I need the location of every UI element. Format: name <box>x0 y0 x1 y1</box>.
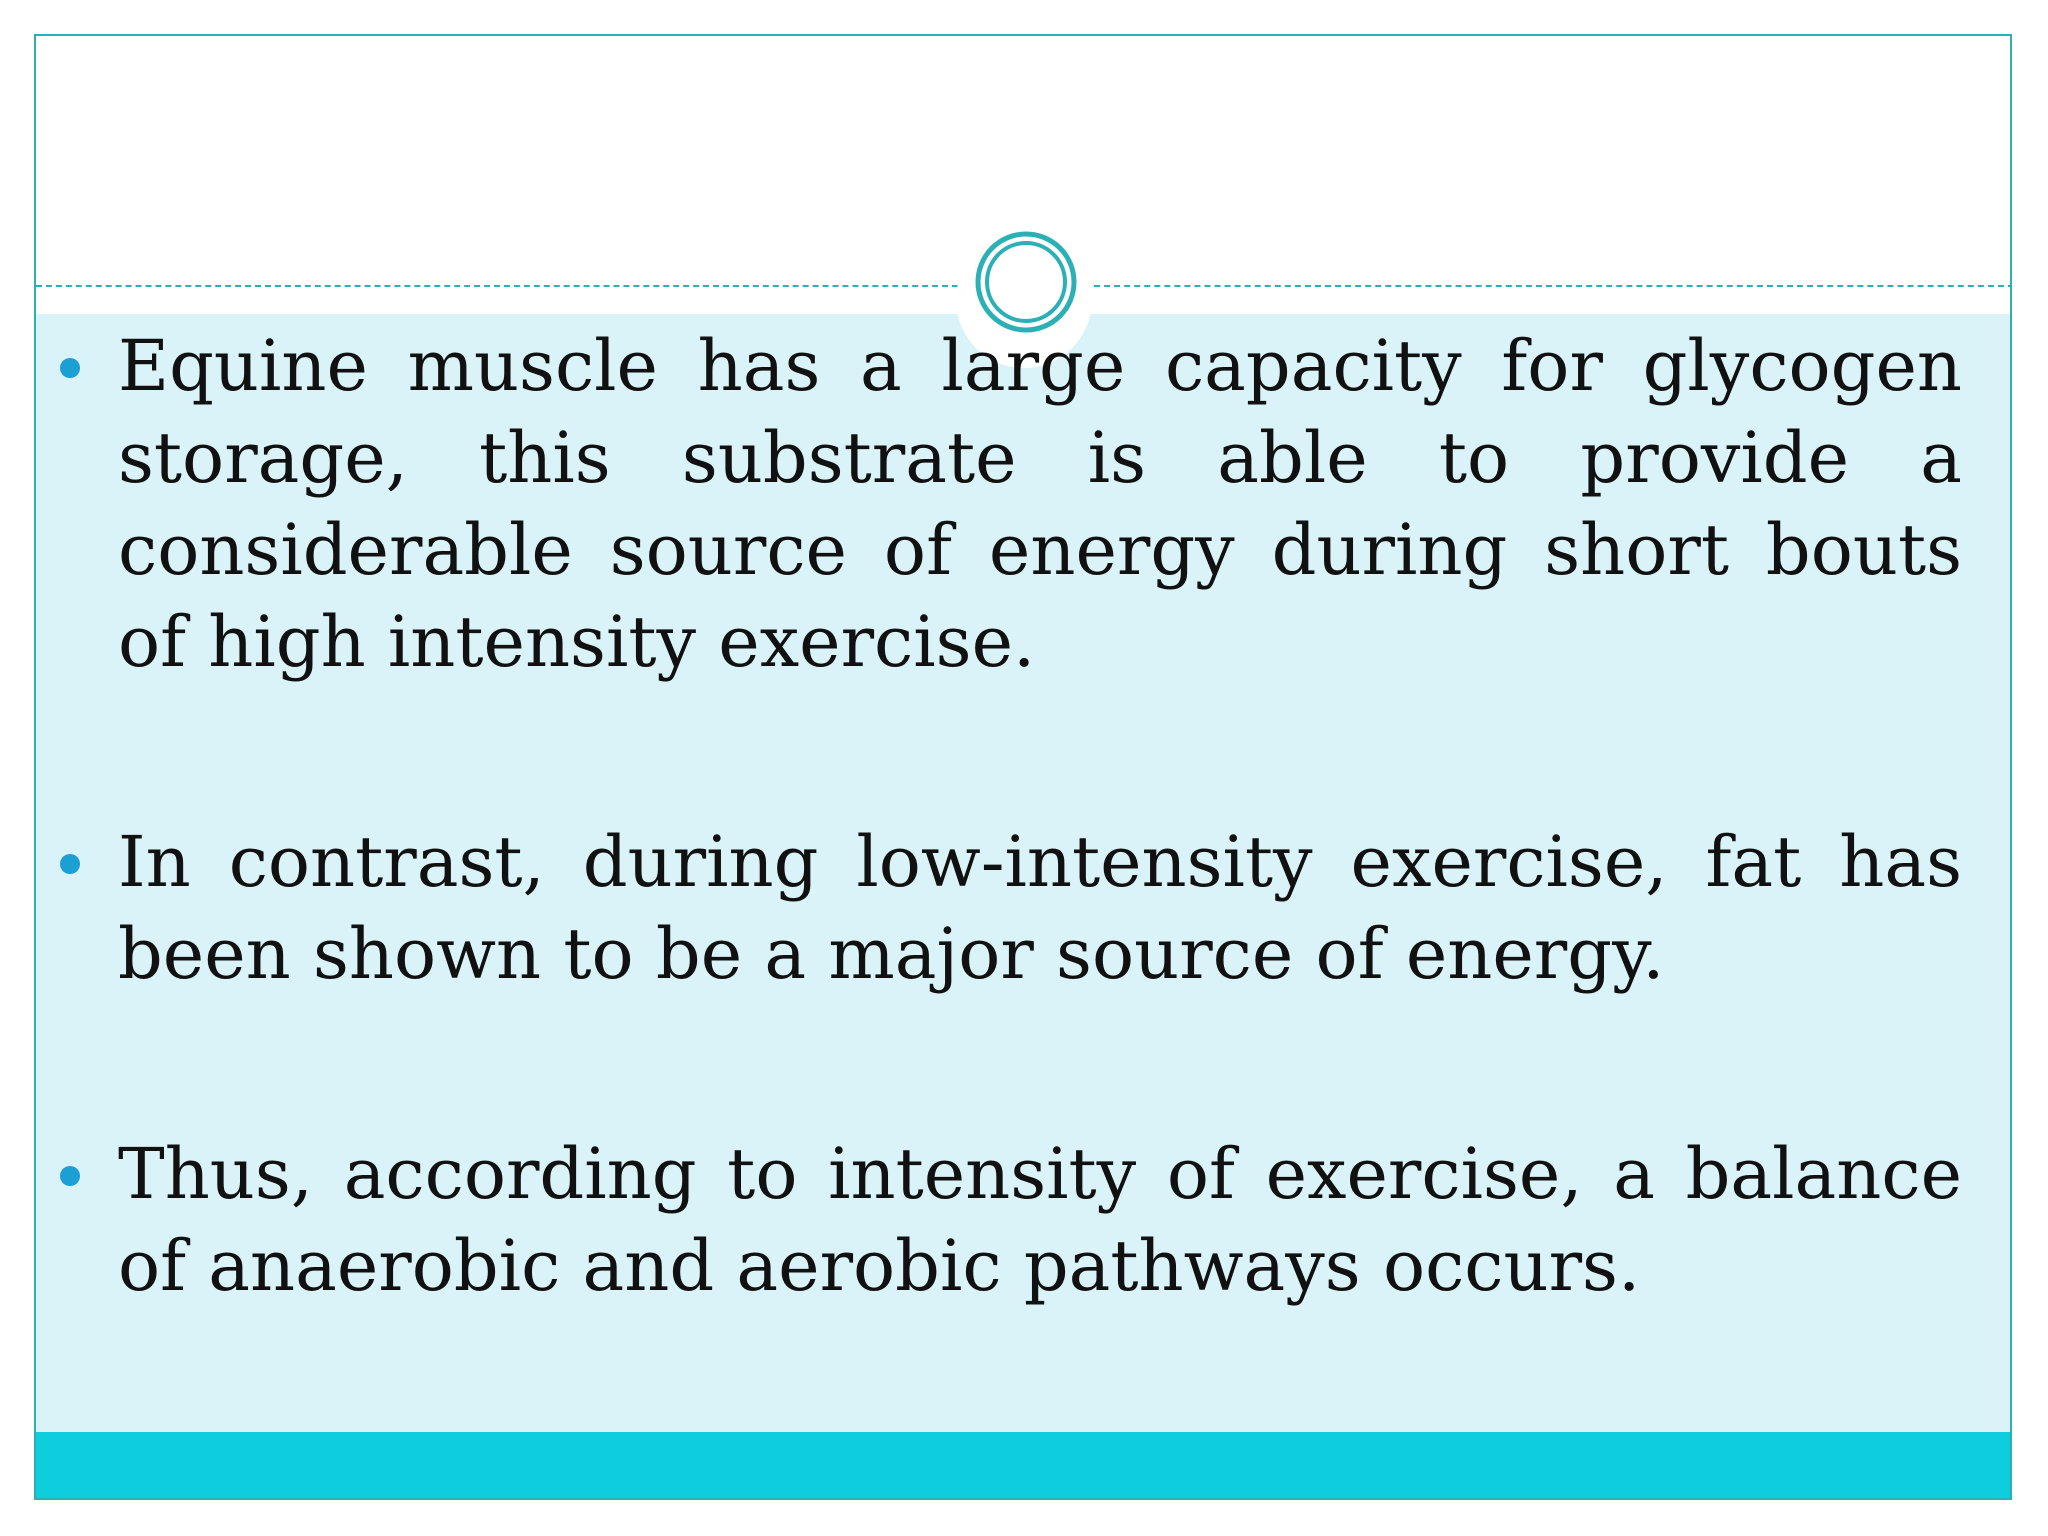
bullet-list <box>82 320 1962 1312</box>
bottom-accent-band <box>36 1432 2010 1500</box>
bullet-dot-icon <box>60 1166 80 1186</box>
double-ring-icon <box>974 230 1078 334</box>
header-divider-left <box>36 285 958 287</box>
header-divider-right <box>1094 285 2012 287</box>
bullet-item <box>82 1128 1962 1312</box>
bullet-dot-icon <box>60 854 80 874</box>
bullet-dot-icon <box>60 358 80 378</box>
bullet-text: In contrast, during low-intensity exercise, fat has been shown to be a major source of energy. <box>118 821 1962 995</box>
bullet-text: Equine muscle has a large capacity for glycogen storage, this substrate is able to provide a considerable source of energy during short bouts of high intensity exercise. <box>118 325 1962 683</box>
bullet-item <box>82 816 1962 1000</box>
bullet-item <box>82 320 1962 688</box>
bullet-text: Thus, according to intensity of exercise, a balance of anaerobic and aerobic pathways occurs. <box>118 1133 1962 1307</box>
